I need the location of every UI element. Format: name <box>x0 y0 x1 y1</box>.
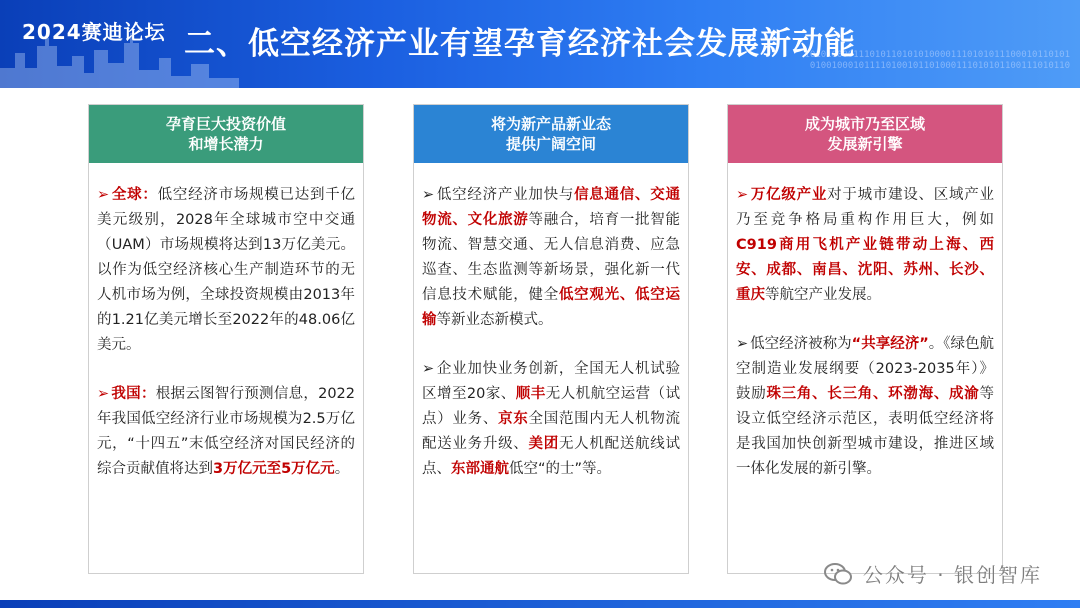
keyword: 3万亿元至5万亿元 <box>213 461 335 477</box>
paragraph-trillion-industry <box>736 183 994 308</box>
keyword: 低空观光、低空运输 <box>422 287 680 328</box>
paragraph-text: 低空经济市场规模已达到千亿美元级别，2028年全球城市空中交通（UAM）市场规模将达到13万亿美元。以作为低空经济核心生产制造环节的无人机市场为例，全球投资规模由2013年的1.21亿美元增长至2022年的48.06亿美元。 <box>97 187 356 353</box>
column-investment <box>88 104 364 574</box>
column-body <box>728 183 1002 506</box>
paragraph-text: 等融合，培育一批智能物流、智慧交通、无人信息消费、应急巡查、生态监测等新场景，强化新一代信息技术赋能，健全 <box>422 212 680 303</box>
column-new-products <box>413 104 689 574</box>
paragraph-text: 无人机航空运营（试点）业务、 <box>422 386 681 427</box>
arrow-bullet-icon: ➢ <box>97 386 110 402</box>
column-city-engine <box>727 104 1003 574</box>
paragraph-text: 低空经济产业加快与 <box>436 187 575 203</box>
column-body <box>89 183 363 506</box>
keyword: 东部通航 <box>451 461 509 477</box>
forum-brand: 2024赛迪论坛 <box>22 20 166 44</box>
paragraph-text: 企业加快业务创新，全国无人机试验区增至20家、 <box>422 361 680 402</box>
footer-bar <box>0 600 1080 608</box>
column-header <box>89 105 363 163</box>
column-header-line1: 成为城市乃至区域 <box>804 115 925 133</box>
column-header-line1: 孕育巨大投资价值 <box>165 115 286 133</box>
column-header-line2: 和增长潜力 <box>188 135 264 153</box>
paragraph-global <box>97 183 355 358</box>
arrow-bullet-icon: ➢ <box>422 187 435 203</box>
arrow-bullet-icon: ➢ <box>422 361 435 377</box>
paragraph-text: 。《绿色航空制造业发展纲要（2023-2035年）》鼓励 <box>736 336 995 402</box>
arrow-bullet-icon: ➢ <box>97 187 110 203</box>
column-header-line1: 将为新产品新业态 <box>490 115 611 133</box>
column-header <box>414 105 688 163</box>
paragraph-sharing-economy <box>736 332 994 482</box>
paragraph-text: 全国范围内无人机物流配送业务升级、 <box>422 411 680 452</box>
arrow-bullet-icon: ➢ <box>736 336 749 352</box>
keyword: 珠三角、长三角、环渤海、成渝 <box>766 386 980 402</box>
paragraph-text: 低空经济被称为 <box>750 336 852 352</box>
keyword: “共享经济” <box>851 336 929 352</box>
paragraph-text: 等新业态新模式。 <box>436 312 553 328</box>
column-header-line2: 提供广阔空间 <box>505 135 596 153</box>
paragraph-text: 无人机配送航线试点、 <box>422 436 680 477</box>
keyword: 美团 <box>528 436 559 452</box>
binary-decoration: 1010100001110101101010100001110101011100010110101 010010001011110100101101000111010101100111010110 <box>804 50 1070 71</box>
keyword: 信息通信、交通物流、文化旅游 <box>422 187 681 228</box>
paragraph-text: 。 <box>334 461 350 477</box>
wechat-icon <box>823 561 853 587</box>
paragraph-text: 等设立低空经济示范区，表明低空经济将是我国加快创新型城市建设，推进区域一体化发展的新引擎。 <box>736 386 994 477</box>
arrow-bullet-icon: ➢ <box>736 187 749 203</box>
column-body <box>414 183 688 506</box>
keyword: C919商用飞机产业链带动上海、西安、成都、南昌、沈阳、苏州、长沙、重庆 <box>736 237 994 303</box>
keyword: 全球： <box>111 187 158 203</box>
wechat-watermark <box>823 559 1042 588</box>
watermark-text: 公众号 · 银创智库 <box>862 563 1042 587</box>
column-header <box>728 105 1002 163</box>
paragraph-text: 等航空产业发展。 <box>765 287 881 303</box>
keyword: 万亿级产业 <box>750 187 828 203</box>
keyword: 京东 <box>498 411 529 427</box>
paragraph-text: 低空“的士”等。 <box>509 461 612 477</box>
keyword: 顺丰 <box>515 386 546 402</box>
page-title: 二、低空经济产业有望孕育经济社会发展新动能 <box>184 26 856 62</box>
header-banner <box>0 0 1080 88</box>
paragraph-innovation <box>422 357 680 482</box>
paragraph-text: 根据云图智行预测信息，2022年我国低空经济行业市场规模为2.5万亿元，“十四五”末低空经济对国民经济的综合贡献值将达到 <box>97 386 356 477</box>
paragraph-text: 对于城市建设、区域产业乃至竞争格局重构作用巨大，例如 <box>736 187 995 228</box>
column-header-line2: 发展新引擎 <box>827 135 903 153</box>
paragraph-integration <box>422 183 680 333</box>
keyword: 我国： <box>111 386 156 402</box>
paragraph-china <box>97 382 355 482</box>
